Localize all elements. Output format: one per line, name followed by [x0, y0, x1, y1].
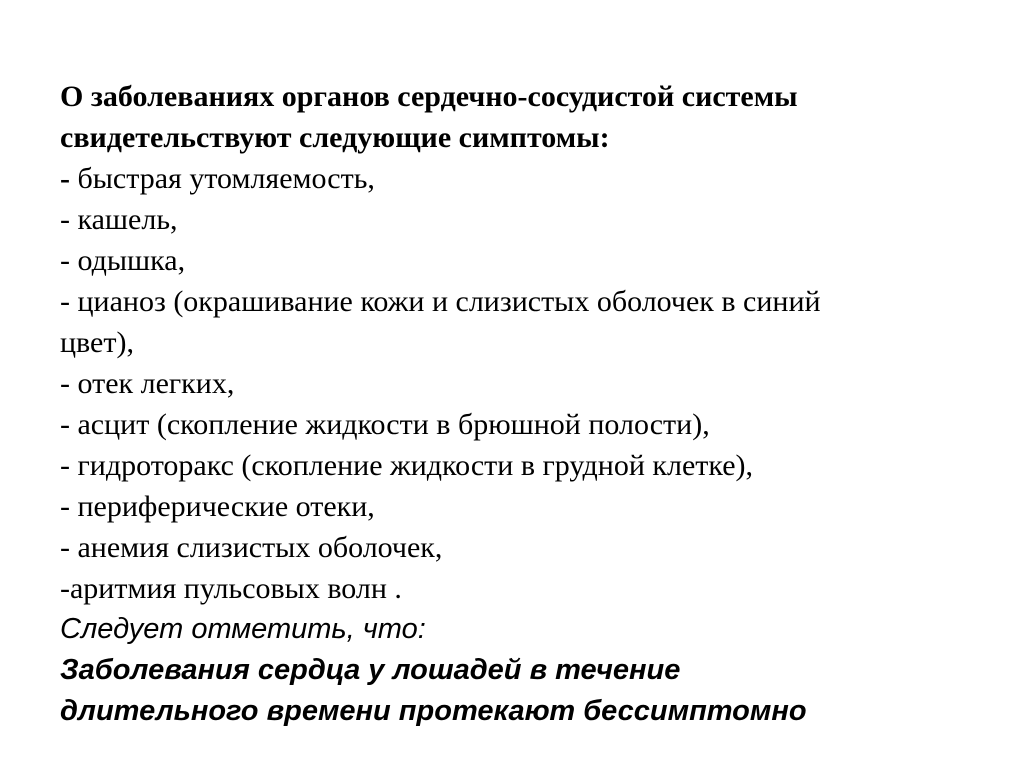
bullet-dash: - [60, 162, 70, 195]
symptom-item-cyanosis-line-2: цвет), [60, 326, 134, 359]
symptom-item-cyanosis-line-1: - цианоз (окрашивание кожи и слизистых оболочек в синий [60, 285, 821, 318]
symptom-item-arrhythmia: -аритмия пульсовых волн . [60, 572, 402, 605]
heading-line-1: О заболеваниях органов сердечно-сосудистой системы [60, 80, 798, 113]
symptom-item-anemia: - анемия слизистых оболочек, [60, 531, 443, 564]
symptom-item-lung-edema: - отек легких, [60, 367, 235, 400]
heading-line-2: свидетельствуют следующие симптомы: [60, 121, 610, 154]
symptom-item-cough: - кашель, [60, 203, 178, 236]
symptom-item-dyspnea: - одышка, [60, 244, 186, 277]
slide-content [60, 76, 990, 732]
symptom-item-fatigue [60, 158, 990, 199]
note-statement-line-1: Заболевания сердца у лошадей в течение [60, 654, 681, 686]
note-intro: Следует отметить, что: [60, 613, 426, 645]
note-statement-line-2: длительного времени протекают бессимптомно [60, 695, 807, 727]
symptom-item-ascites: - асцит (скопление жидкости в брюшной полости), [60, 408, 710, 441]
symptom-text: быстрая утомляемость, [70, 162, 375, 195]
symptom-item-hydrothorax: - гидроторакс (скопление жидкости в грудной клетке), [60, 449, 754, 482]
symptom-item-peripheral-edema: - периферические отеки, [60, 490, 375, 523]
